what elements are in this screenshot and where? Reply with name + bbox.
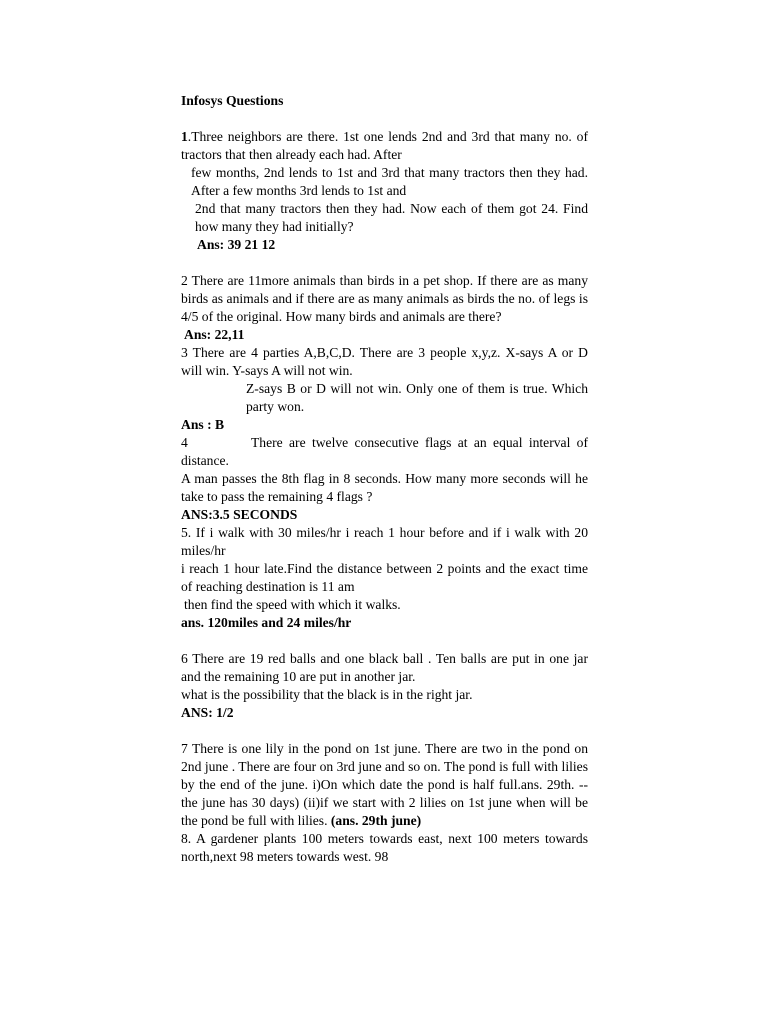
question-6-line-1: 6 There are 19 red balls and one black ball . Ten balls are put in one jar and the remaining 10 are put in another jar. <box>181 651 588 684</box>
question-5-line-2: i reach 1 hour late.Find the distance between 2 points and the exact time of reaching destination is 11 am <box>181 561 588 594</box>
question-5-line-3: then find the speed with which it walks. <box>184 597 401 612</box>
question-8-text: 8. A gardener plants 100 meters towards east, next 100 meters towards north,next 98 meters towards west. 98 <box>181 831 588 864</box>
question-6-answer: ANS: 1/2 <box>181 705 234 720</box>
question-5-answer: ans. 120miles and 24 miles/hr <box>181 615 352 630</box>
question-1-line-1 <box>181 128 588 164</box>
question-4-line-2: A man passes the 8th flag in 8 seconds. How many more seconds will he take to pass the remaining 4 flags ? <box>181 471 588 504</box>
question-1-answer: Ans: 39 21 12 <box>197 237 276 252</box>
document-body <box>181 92 588 866</box>
question-3-line-1: 3 There are 4 parties A,B,C,D. There are 3 people x,y,z. X-says A or D will win. Y-says A will not win. <box>181 345 588 378</box>
question-2-answer: Ans: 22,11 <box>184 327 245 342</box>
question-1-line-2: few months, 2nd lends to 1st and 3rd that many tractors then they had. After a few months 3rd lends to 1st and <box>191 165 588 198</box>
question-6-line-2: what is the possibility that the black is in the right jar. <box>181 687 473 702</box>
question-4-number: 4 <box>181 435 188 450</box>
question-2-text: 2 There are 11more animals than birds in a pet shop. If there are as many birds as animals and if there are as many animals as birds the no. of legs is 4/5 of the original. How many birds and animals are there? <box>181 273 588 324</box>
question-1-text-1: .Three neighbors are there. 1st one lends 2nd and 3rd that many no. of tractors that then already each had. After <box>181 129 588 162</box>
question-3-answer: Ans : B <box>181 417 225 432</box>
question-4-answer: ANS:3.5 SECONDS <box>181 507 298 522</box>
question-5-line-1: 5. If i walk with 30 miles/hr i reach 1 hour before and if i walk with 20 miles/hr <box>181 525 588 558</box>
question-4-line-1 <box>181 434 588 470</box>
question-3-line-2: Z-says B or D will not win. Only one of them is true. Which party won. <box>246 381 588 414</box>
question-7-body: 7 There is one lily in the pond on 1st june. There are two in the pond on 2nd june . There are four on 3rd june and so on. The pond is full with lilies by the end of the june. i)On which date the pond is half full.ans. 29th. --the june has 30 days) (ii)if we start with 2 lilies on 1st june when will be the pond be full with lilies. <box>181 741 588 828</box>
page-title: Infosys Questions <box>181 93 284 108</box>
question-7-text <box>181 740 588 830</box>
question-1-number: 1 <box>181 129 188 144</box>
question-7-answer: (ans. 29th june) <box>330 813 422 828</box>
question-1-line-3: 2nd that many tractors then they had. Now each of them got 24. Find how many they had initially? <box>195 201 588 234</box>
question-4-text-1: There are twelve consecutive flags at an equal interval of distance. <box>181 435 588 468</box>
